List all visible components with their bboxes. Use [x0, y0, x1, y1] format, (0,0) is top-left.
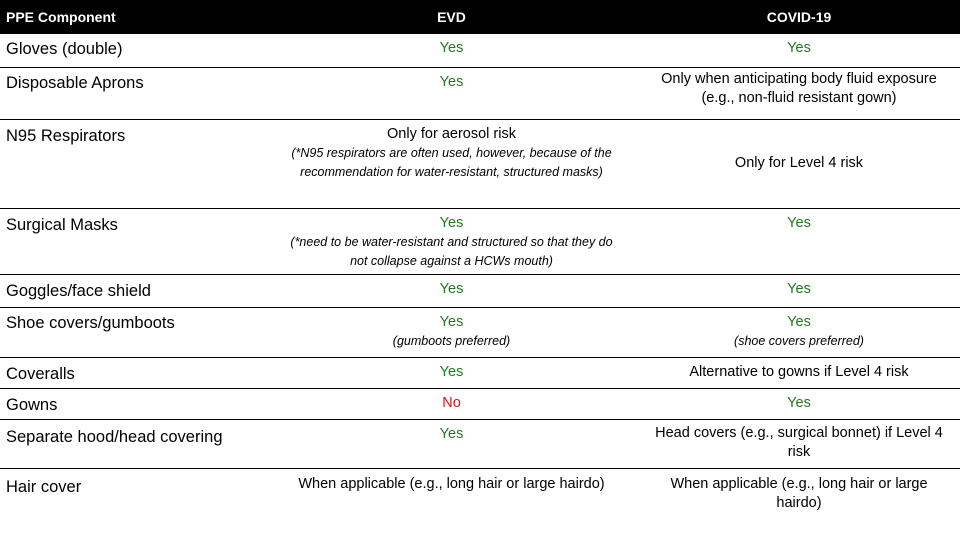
evd-cell: [265, 119, 638, 208]
evd-value: Yes: [439, 214, 464, 231]
component-name: Hair cover: [6, 477, 82, 496]
component-name: Coveralls: [0, 357, 265, 388]
covid-cell: [638, 307, 960, 357]
component-name-label: Gloves: [6, 40, 58, 58]
component-name: Surgical Masks: [0, 208, 265, 274]
header-row: [0, 0, 960, 34]
evd-value: Yes: [265, 67, 638, 119]
table-row: [0, 468, 960, 518]
evd-value: Only for aerosol risk: [387, 125, 516, 142]
evd-note: (gumboots preferred): [392, 333, 511, 348]
table-row: [0, 357, 960, 388]
component-name: Goggles/face shield: [0, 274, 265, 307]
table-row: [0, 208, 960, 274]
covid-value: Only when anticipating body fluid exposure (e.g., non-fluid resistant gown): [638, 67, 960, 119]
component-name-suffix: (double): [57, 40, 123, 58]
evd-value: Yes: [265, 34, 638, 67]
covid-value: When applicable (e.g., long hair or large hairdo): [670, 475, 928, 511]
component-name: Disposable Aprons: [0, 67, 265, 119]
covid-value: Yes: [787, 313, 811, 330]
table-row: [0, 419, 960, 468]
evd-value: Yes: [439, 313, 464, 330]
covid-value: Only for Level 4 risk: [638, 119, 960, 208]
table-row: [0, 307, 960, 357]
covid-value: Head covers (e.g., surgical bonnet) if Level 4 risk: [638, 419, 960, 468]
covid-value: Yes: [638, 34, 960, 67]
component-name: N95 Respirators: [0, 119, 265, 208]
component-name: Shoe covers/gumboots: [0, 307, 265, 357]
component-name: Gowns: [0, 388, 265, 419]
table-row: [0, 119, 960, 208]
header-evd: EVD: [265, 0, 638, 34]
header-ppe-component: PPE Component: [0, 0, 265, 34]
evd-value: Yes: [265, 419, 638, 468]
table-row: [0, 67, 960, 119]
covid-value: Yes: [638, 274, 960, 307]
evd-value: Yes: [265, 357, 638, 388]
covid-value: Yes: [638, 208, 960, 274]
evd-value: No: [265, 388, 638, 419]
evd-cell: [265, 307, 638, 357]
evd-note: (*need to be water-resistant and structured so that they do not collapse against a HCWs mouth): [290, 234, 613, 268]
evd-value: When applicable (e.g., long hair or large hairdo): [298, 475, 605, 492]
table-row: [0, 34, 960, 67]
table-row: [0, 274, 960, 307]
header-covid: COVID-19: [638, 0, 960, 34]
table-row: [0, 388, 960, 419]
covid-value: Yes: [638, 388, 960, 419]
component-name: [0, 34, 265, 67]
evd-note: (*N95 respirators are often used, however, because of the recommendation for water-resistant, structured masks): [291, 145, 612, 179]
evd-value: Yes: [265, 274, 638, 307]
covid-value: Alternative to gowns if Level 4 risk: [638, 357, 960, 388]
component-name: Separate hood/head covering: [0, 419, 265, 468]
covid-note: (shoe covers preferred): [734, 333, 864, 348]
evd-cell: [265, 208, 638, 274]
